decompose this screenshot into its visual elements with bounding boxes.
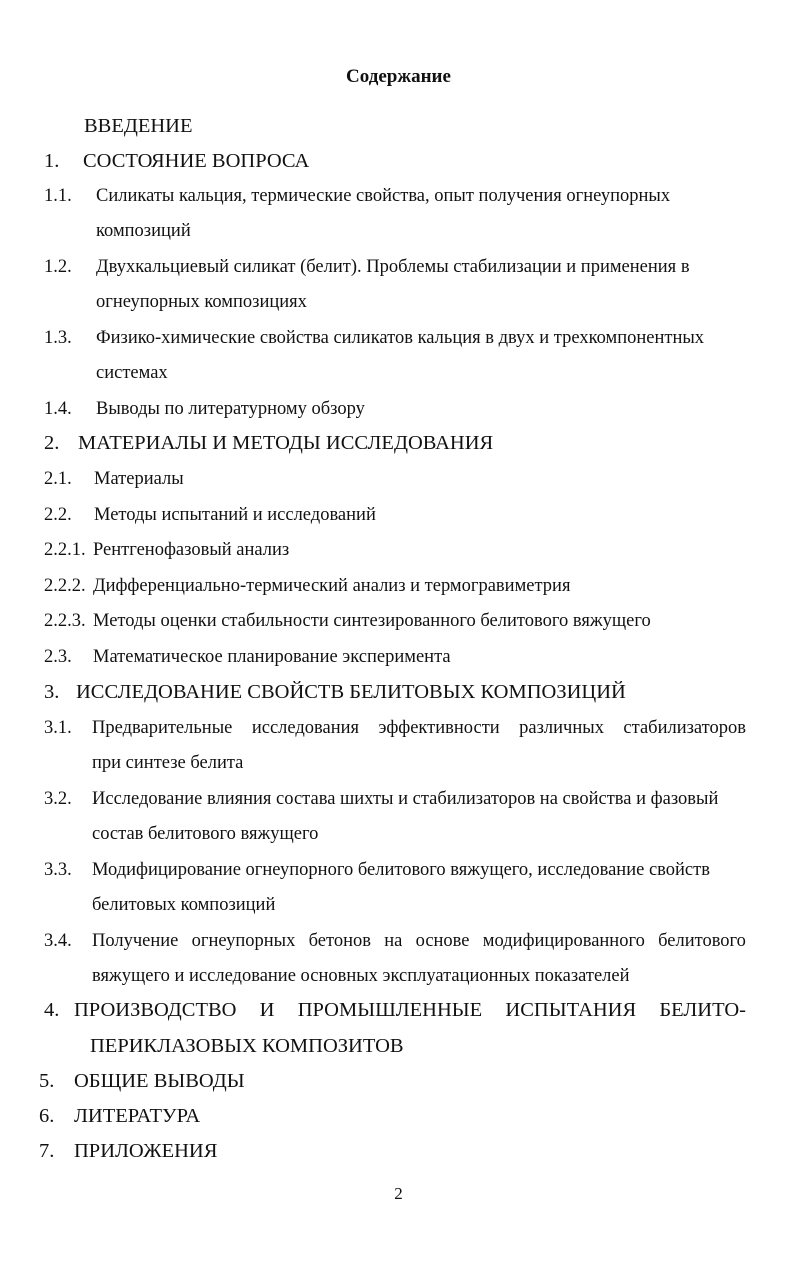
toc-entry-section-4 xyxy=(44,998,746,1022)
toc-entry-number: 1.2. xyxy=(44,257,72,277)
toc-entry-number: 2.2.1. xyxy=(44,540,86,560)
toc-entry-text: Методы испытаний и исследований xyxy=(94,505,376,525)
toc-entry-number: 6. xyxy=(39,1105,55,1127)
toc-entry-section-3-3-continued xyxy=(92,893,275,917)
toc-entry-text-line1: Двухкальциевый силикат (белит). Проблемы стабилизации и применения в xyxy=(96,257,690,277)
toc-entry-text: Материалы xyxy=(94,469,184,489)
toc-entry-number: 3.2. xyxy=(44,789,72,809)
toc-word: различных xyxy=(519,718,604,738)
toc-entry-section-2-1 xyxy=(44,467,764,491)
toc-entry-number: 4. xyxy=(44,999,60,1021)
toc-entry-section-1-2-continued xyxy=(96,290,307,314)
toc-entry-section-2-2 xyxy=(44,503,764,527)
toc-entry-section-2-2-2 xyxy=(44,574,764,598)
toc-entry-text: Дифференциально-термический анализ и термогравиметрия xyxy=(93,576,571,596)
toc-entry-text: Методы оценки стабильности синтезированного белитового вяжущего xyxy=(93,611,651,631)
toc-entry-text-line2: системах xyxy=(96,363,168,383)
toc-entry-text: Рентгенофазовый анализ xyxy=(93,540,290,560)
toc-word: Предварительные xyxy=(92,718,233,738)
toc-entry-text-line2: огнеупорных композициях xyxy=(96,292,307,312)
toc-entry-text-line2: при синтезе белита xyxy=(92,753,244,773)
page-title: Содержание xyxy=(346,66,451,87)
toc-entry-number: 5. xyxy=(39,1070,55,1092)
toc-entry-number: 2.1. xyxy=(44,469,72,489)
toc-entry-number: 1.3. xyxy=(44,328,72,348)
toc-entry-section-5 xyxy=(39,1069,759,1093)
toc-entry-number: 2.2.3. xyxy=(44,611,86,631)
toc-word: ПРОИЗВОДСТВО xyxy=(74,999,237,1021)
toc-entry-text: ОБЩИЕ ВЫВОДЫ xyxy=(74,1070,245,1092)
toc-entry-text-line2: белитовых композиций xyxy=(92,895,276,915)
toc-entry-number: 2.3. xyxy=(44,647,72,667)
toc-entry-section-1 xyxy=(44,149,764,173)
toc-word: И xyxy=(259,999,275,1021)
toc-entry-text-line1: Физико-химические свойства силикатов кальция в двух и трехкомпонентных xyxy=(96,328,705,348)
toc-entry-section-3-4-continued xyxy=(92,964,630,988)
toc-entry-section-3 xyxy=(44,680,764,704)
toc-entry-text-line1 xyxy=(74,998,746,1022)
toc-entry-number: 2. xyxy=(44,432,60,454)
toc-entry-section-1-4 xyxy=(44,397,764,421)
toc-entry-text: Математическое планирование эксперимента xyxy=(93,647,451,667)
toc-entry-section-2-2-3 xyxy=(44,609,764,633)
toc-entry-introduction xyxy=(84,114,193,138)
toc-entry-text-line2: состав белитового вяжущего xyxy=(92,824,319,844)
toc-entry-section-2 xyxy=(44,431,764,455)
toc-entry-text-line1 xyxy=(92,716,746,740)
toc-entry-section-3-2 xyxy=(44,787,764,811)
toc-word: белитового xyxy=(658,931,746,951)
toc-entry-section-3-1-continued xyxy=(92,751,243,775)
toc-entry-number: 3.1. xyxy=(44,718,72,738)
toc-entry-number: 2.2. xyxy=(44,505,72,525)
page-number: 2 xyxy=(394,1184,403,1203)
toc-word: ИСПЫТАНИЯ xyxy=(505,999,637,1021)
toc-entry-section-3-1 xyxy=(44,716,746,740)
toc-entry-text: СОСТОЯНИЕ ВОПРОСА xyxy=(83,150,310,172)
toc-entry-number: 7. xyxy=(39,1140,55,1162)
toc-entry-section-1-2 xyxy=(44,255,764,279)
toc-word: исследования xyxy=(251,718,360,738)
toc-entry-text: ПРИЛОЖЕНИЯ xyxy=(74,1140,218,1162)
toc-entry-text: ЛИТЕРАТУРА xyxy=(74,1105,201,1127)
toc-entry-section-1-3 xyxy=(44,326,764,350)
toc-entry-text: ИССЛЕДОВАНИЕ СВОЙСТВ БЕЛИТОВЫХ КОМПОЗИЦИЙ xyxy=(76,681,626,703)
toc-entry-section-3-3 xyxy=(44,858,764,882)
toc-entry-section-4-continued xyxy=(90,1034,404,1058)
toc-entry-text: ВВЕДЕНИЕ xyxy=(84,115,193,137)
toc-word: модифицированного xyxy=(482,931,645,951)
toc-entry-text: МАТЕРИАЛЫ И МЕТОДЫ ИССЛЕДОВАНИЯ xyxy=(78,432,494,454)
toc-word: БЕЛИТО- xyxy=(659,999,746,1021)
toc-word: стабилизаторов xyxy=(623,718,746,738)
toc-entry-section-1-3-continued xyxy=(96,361,168,385)
toc-entry-section-6 xyxy=(39,1104,759,1128)
toc-word: эффективности xyxy=(378,718,500,738)
toc-entry-section-7 xyxy=(39,1139,759,1163)
toc-entry-text-line1: Модифицирование огнеупорного белитового вяжущего, исследование свойств xyxy=(92,860,710,880)
toc-entry-text: Выводы по литературному обзору xyxy=(96,399,365,419)
toc-entry-text-line2: композиций xyxy=(96,221,191,241)
toc-word: Получение xyxy=(92,931,179,951)
toc-entry-section-1-1-continued xyxy=(96,219,191,243)
toc-entry-section-3-2-continued xyxy=(92,822,318,846)
toc-entry-number: 1. xyxy=(44,150,60,172)
toc-entry-text-line2: вяжущего и исследование основных эксплуатационных показателей xyxy=(92,966,630,986)
toc-entry-text-line1 xyxy=(92,929,746,953)
toc-entry-number: 2.2.2. xyxy=(44,576,86,596)
toc-entry-section-2-3 xyxy=(44,645,764,669)
toc-entry-number: 3.4. xyxy=(44,931,72,951)
toc-word: на xyxy=(384,931,403,951)
toc-entry-number: 1.4. xyxy=(44,399,72,419)
toc-word: основе xyxy=(415,931,470,951)
toc-entry-number: 3. xyxy=(44,681,60,703)
toc-word: бетонов xyxy=(308,931,371,951)
toc-entry-text-line2: ПЕРИКЛАЗОВЫХ КОМПОЗИТОВ xyxy=(90,1035,404,1057)
toc-entry-section-1-1 xyxy=(44,184,764,208)
toc-entry-number: 3.3. xyxy=(44,860,72,880)
toc-word: ПРОМЫШЛЕННЫЕ xyxy=(297,999,483,1021)
toc-entry-text-line1: Силикаты кальция, термические свойства, опыт получения огнеупорных xyxy=(96,186,671,206)
toc-entry-section-2-2-1 xyxy=(44,538,764,562)
toc-entry-section-3-4 xyxy=(44,929,746,953)
toc-entry-number: 1.1. xyxy=(44,186,72,206)
toc-entry-text-line1: Исследование влияния состава шихты и стабилизаторов на свойства и фазовый xyxy=(92,789,719,809)
toc-word: огнеупорных xyxy=(191,931,296,951)
